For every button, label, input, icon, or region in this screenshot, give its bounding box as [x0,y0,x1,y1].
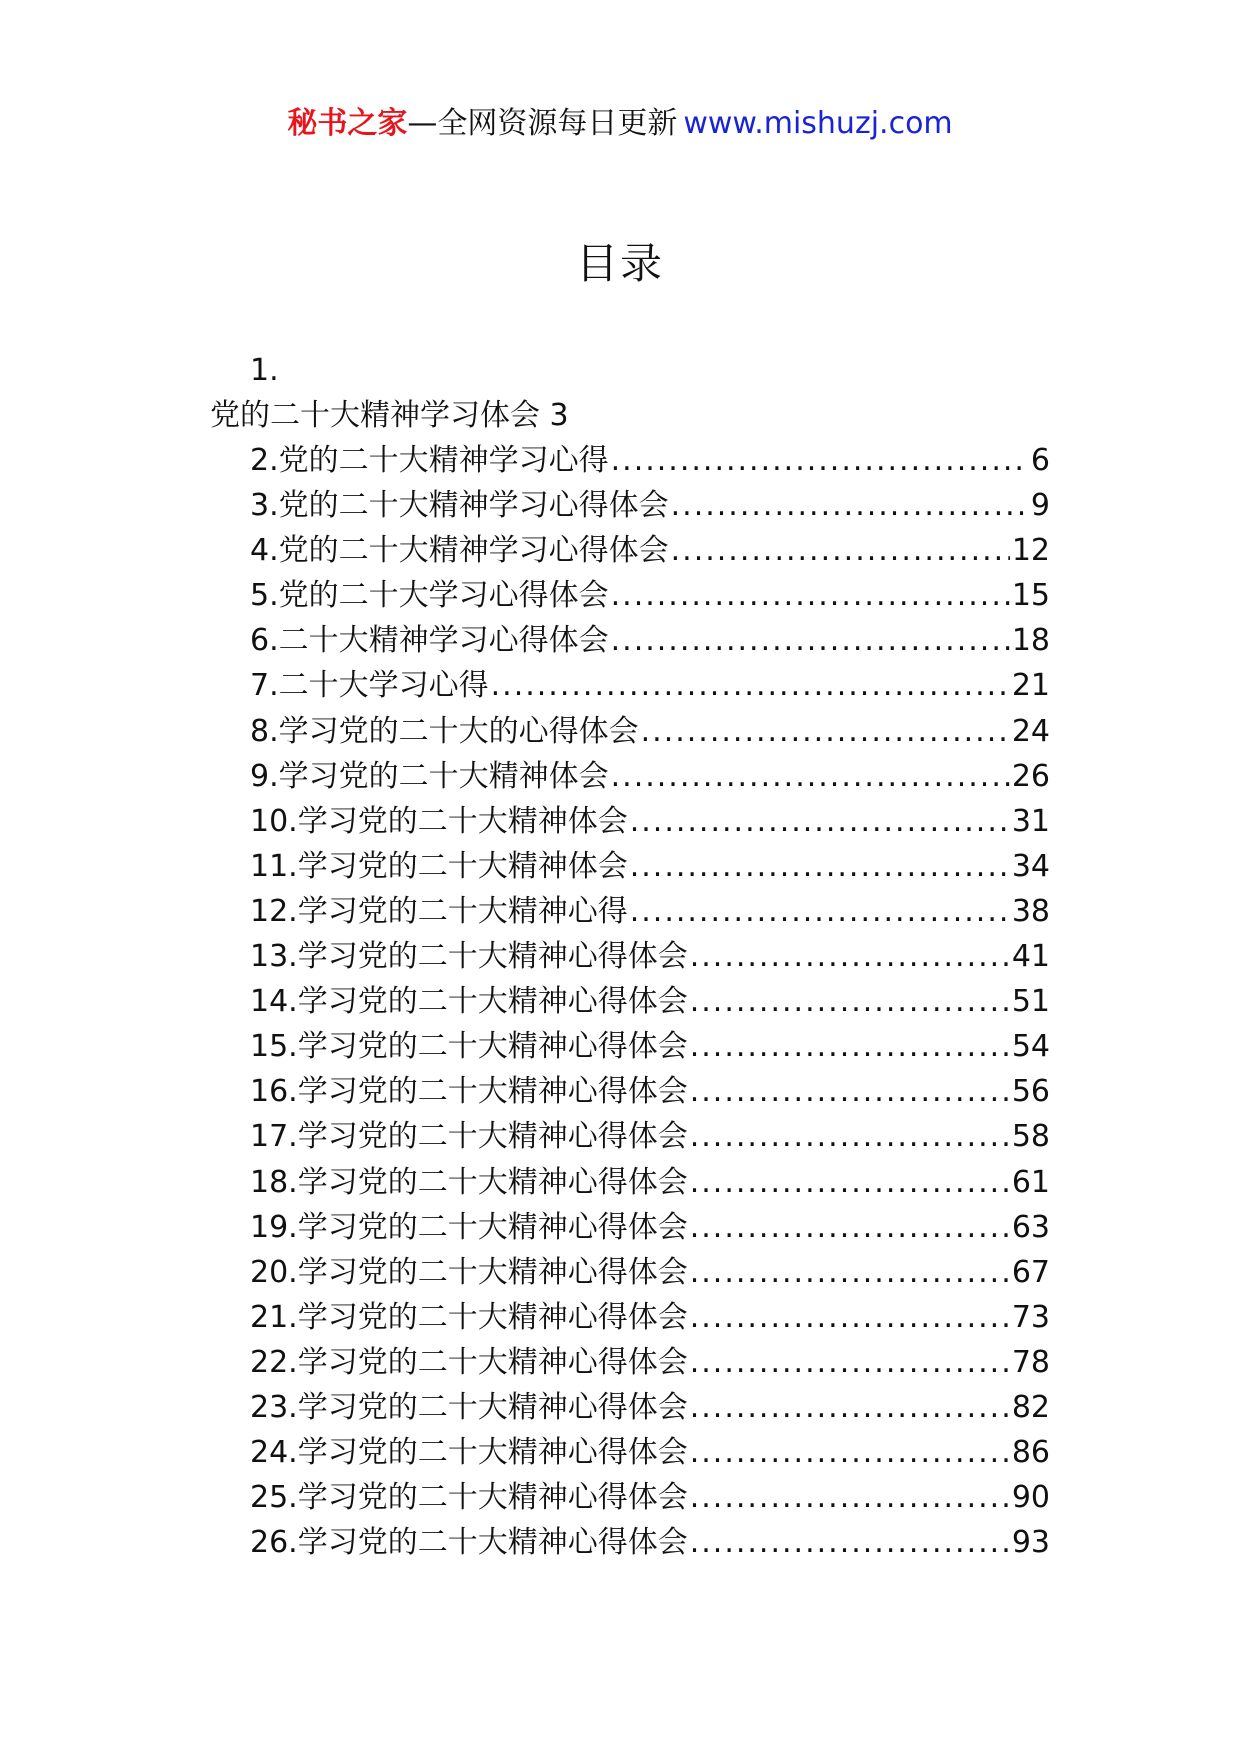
toc-dot-leader [690,1205,1010,1250]
toc-entry-page-number: 63 [1011,1209,1050,1245]
toc-entry-22[interactable] [210,1340,1050,1385]
toc-entry-page-number: 41 [1011,939,1050,975]
toc-entry-label: 2.党的二十大精神学习心得 [250,443,609,478]
toc-dot-leader [690,1430,1010,1475]
toc-entry-label: 11.学习党的二十大精神体会 [250,848,628,884]
toc-entry-18[interactable] [210,1160,1050,1205]
toc-entry-label: 7.二十大学习心得 [250,668,489,704]
toc-entry-21[interactable] [210,1295,1050,1340]
toc-entry-13[interactable] [210,934,1050,979]
toc-entry-page-number: 12 [1011,533,1050,569]
toc-entry-5[interactable] [210,573,1050,618]
toc-entry-label: 20.学习党的二十大精神心得体会 [250,1254,688,1290]
toc-dot-leader [630,889,1010,934]
toc-entry-15[interactable] [210,1024,1050,1069]
toc-entry-label: 25.学习党的二十大精神心得体会 [250,1480,688,1516]
toc-entry-label: 22.学习党的二十大精神心得体会 [250,1344,688,1380]
toc-entry-label: 14.学习党的二十大精神心得体会 [250,984,688,1020]
toc-entry-page-number: 56 [1011,1074,1050,1110]
toc-dot-leader [630,844,1010,889]
page-title: 目录 [575,239,664,288]
toc-entry-10[interactable] [210,799,1050,844]
toc-entry-label: 4.党的二十大精神学习心得体会 [250,533,669,569]
toc-entry-label: 19.学习党的二十大精神心得体会 [250,1209,688,1245]
toc-entry-page-number: 93 [1011,1525,1050,1561]
toc-entry-page-number: 54 [1011,1029,1050,1065]
toc-entry-label: 18.学习党的二十大精神心得体会 [250,1164,688,1200]
toc-entry-page-number: 21 [1011,668,1050,704]
toc-dot-leader [491,663,1010,708]
toc-dot-leader [641,709,1010,754]
toc-entry-4[interactable] [210,528,1050,573]
toc-entry-8[interactable] [210,709,1050,754]
toc-entry-25[interactable] [210,1475,1050,1520]
toc-dot-leader [671,483,1029,528]
toc-dot-leader [611,754,1010,799]
toc-entry-page-number: 51 [1011,984,1050,1020]
toc-entry-14[interactable] [210,979,1050,1024]
toc-dot-leader [690,1475,1010,1520]
toc-entry-9[interactable] [210,754,1050,799]
toc-entry-page-number: 18 [1011,623,1050,659]
toc-entry-6[interactable] [210,618,1050,663]
site-url-link[interactable]: www.mishuzj.com [683,106,953,141]
toc-entry-label: 9.学习党的二十大精神体会 [250,758,609,794]
toc-dot-leader [690,1250,1010,1295]
toc-entry-page-number: 73 [1011,1299,1050,1335]
toc-entry-page-number: 9 [1030,488,1050,524]
toc-entry-label: 10.学习党的二十大精神体会 [250,803,628,839]
toc-entry-16[interactable] [210,1069,1050,1114]
toc-dot-leader [690,1295,1010,1340]
toc-entry-12[interactable] [210,889,1050,934]
page-header [0,104,1240,144]
toc-entry-label: 23.学习党的二十大精神心得体会 [250,1389,688,1425]
toc-entry-page-number: 15 [1011,578,1050,614]
toc-entry-1-title[interactable]: 党的二十大精神学习体会 3 [210,398,569,433]
toc-dot-leader [690,934,1010,979]
toc-dot-leader [630,799,1010,844]
toc-entry-label: 3.党的二十大精神学习心得体会 [250,488,669,524]
toc-entry-page-number: 90 [1011,1480,1050,1516]
toc-entry-page-number: 61 [1011,1164,1050,1200]
toc-entry-page-number: 31 [1011,803,1050,839]
toc-entry-11[interactable] [210,844,1050,889]
toc-entry-page-number: 38 [1011,893,1050,929]
toc-dot-leader [690,1385,1010,1430]
toc-entry-23[interactable] [210,1385,1050,1430]
toc-entry-19[interactable] [210,1205,1050,1250]
toc-entry-list [210,438,1050,1565]
toc-entry-page-number: 24 [1011,713,1050,749]
toc-entry-label: 26.学习党的二十大精神心得体会 [250,1525,688,1561]
toc-entry-page-number: 78 [1011,1344,1050,1380]
toc-entry-17[interactable] [210,1114,1050,1159]
toc-entry-label: 13.学习党的二十大精神心得体会 [250,939,688,975]
toc-dot-leader [690,1024,1010,1069]
toc-entry-20[interactable] [210,1250,1050,1295]
toc-entry-page-number: 6 [1030,443,1050,478]
toc-entry-24[interactable] [210,1430,1050,1475]
toc-entry-page-number: 26 [1011,758,1050,794]
toc-entry-page-number: 86 [1011,1435,1050,1471]
toc-dot-leader [690,1114,1010,1159]
toc-entry-label: 15.学习党的二十大精神心得体会 [250,1029,688,1065]
toc-entry-label: 21.学习党的二十大精神心得体会 [250,1299,688,1335]
toc-dot-leader [611,573,1010,618]
toc-entry-label: 12.学习党的二十大精神心得 [250,893,628,929]
toc-dot-leader [690,1340,1010,1385]
toc-entry-label: 17.学习党的二十大精神心得体会 [250,1119,688,1155]
toc-entry-page-number: 58 [1011,1119,1050,1155]
toc-dot-leader [690,1520,1010,1565]
toc-dot-leader [690,1069,1010,1114]
toc-dot-leader [611,618,1010,663]
toc-dot-leader [690,979,1010,1024]
toc-entry-1-number[interactable]: 1. [250,353,279,388]
toc-entry-label: 24.学习党的二十大精神心得体会 [250,1435,688,1471]
toc-entry-label: 16.学习党的二十大精神心得体会 [250,1074,688,1110]
toc-entry-label: 8.学习党的二十大的心得体会 [250,713,639,749]
toc-entry-label: 5.党的二十大学习心得体会 [250,578,609,614]
toc-entry-3[interactable] [210,483,1050,528]
toc-entry-7[interactable] [210,663,1050,708]
toc-dot-leader [671,528,1010,573]
toc-entry-page-number: 67 [1011,1254,1050,1290]
toc-dot-leader [611,438,1029,483]
toc-dot-leader [690,1160,1010,1205]
toc-entry-page-number: 82 [1011,1389,1050,1425]
table-of-contents [210,348,1050,1565]
toc-entry-page-number: 34 [1011,848,1050,884]
toc-entry-label: 6.二十大精神学习心得体会 [250,623,609,659]
toc-entry-26[interactable] [210,1520,1050,1565]
brand-name: 秘书之家 [287,106,408,141]
toc-entry-2[interactable] [210,438,1050,483]
header-tagline: —全网资源每日更新 [407,106,678,141]
